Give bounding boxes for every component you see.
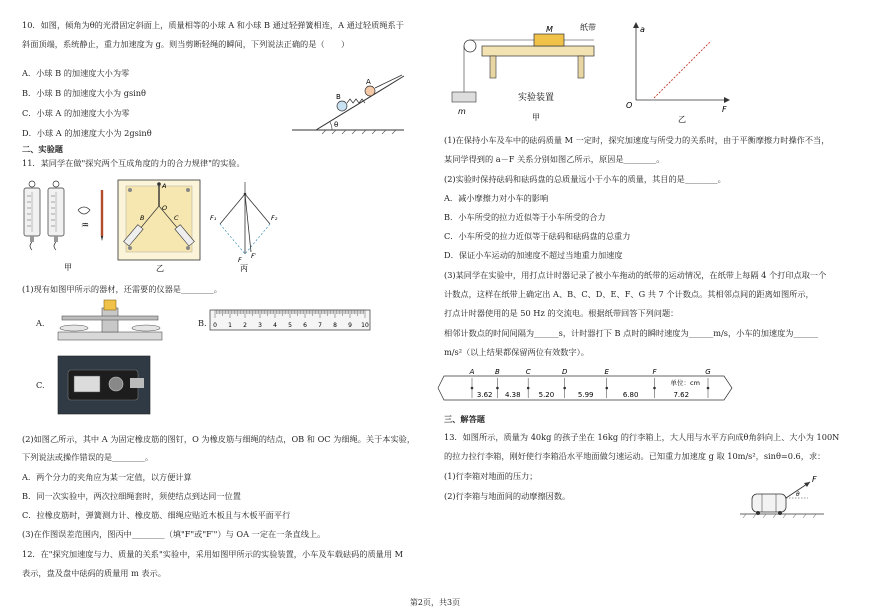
label-a: A [366,78,371,86]
tape-spacing: 4.38 [504,391,521,399]
paper-tape [438,366,734,406]
ruler-tick-label: 6 [303,322,307,329]
label-tape: 纸带 [580,23,596,32]
vector-f2 [245,194,270,224]
ruler-image [210,310,372,332]
spring-scale-1 [24,181,40,250]
q10-option-a: A．小球 B 的加速度大小为零 [22,68,130,78]
ruler-tick-label: 9 [348,322,352,329]
ruler-tick-label: 5 [288,322,292,329]
tape-point-label: B [495,368,500,376]
suitcase-figure [740,470,830,520]
q13-part2: (2)行李箱与地面间的动摩擦因数。 [444,491,571,501]
label-a-axis: a [640,25,645,34]
section-answer: 三、解答题 [444,414,485,424]
label-f-axis: F [722,105,727,114]
q12-part1-line2: 某同学得到的 a－F 关系分别如图乙所示，原因是________。 [444,154,665,164]
label-b: B [140,214,145,222]
label-f: F [812,475,817,484]
suitcase [752,494,786,512]
tape-spacing: 7.62 [673,391,690,399]
q12-part3-line3: 打点计时器使用的是 50 Hz 的交流电。根据纸带回答下列问题： [444,308,679,318]
figure-yi-board [116,180,206,275]
right-column [444,0,864,614]
q11-part2-line2: 下列说法或操作错误的是________。 [22,452,154,462]
incline-figure [292,68,422,138]
ball-a [365,86,375,96]
figure-apparatus [446,16,606,126]
q11-part2-option-a: A．两个分力的夹角应为某一定值，以方便计算 [22,472,192,482]
ruler-tick-label: 0 [213,322,217,329]
figure-a-f-graph [624,20,744,128]
q10-option-b: B．小球 B 的加速度大小为 gsinθ [22,88,146,98]
left-column [22,0,432,614]
ruler-tick-label: 2 [243,322,247,329]
label-c: C [174,214,179,222]
q12-part1-line1: (1)在保持小车及车中的砝码质量 M 一定时，探究加速度与所受力的关系时，由于平衡摩擦力时操作不当， [444,135,830,145]
ruler-tick-label: 10 [361,322,369,329]
q12-stem-line2: 表示，盘及盘中砝码的质量用 m 表示。 [22,568,166,578]
section-experiment: 二、实验题 [22,144,63,154]
q12-part3-line4: 相邻计数点的时间间隔为______s，计时器打下 B 点时的瞬时速度为______m/s，小车的加速度为______ [444,328,819,338]
q13-stem-line1: 13．如图所示，质量为 40kg 的孩子坐在 16kg 的行李箱上，大人用与水平方向成θ角斜向上、大小为 100N [444,432,840,442]
vector-f1 [220,194,245,224]
tape-point-label: A [469,368,475,376]
label-theta: θ [334,121,339,129]
label-origin: O [626,101,633,110]
ruler-tick-label: 3 [258,322,262,329]
label-f2: F₂ [271,214,278,222]
pin-a [157,182,161,186]
tape-point-label: G [705,368,711,376]
tape-spacing: 6.80 [622,391,639,399]
ruler-tick-label: 7 [318,322,322,329]
spring [347,99,365,103]
label-bing: 丙 [240,264,248,273]
q10-stem-line2: 斜面顶端，系统静止，重力加速度为 g。则当剪断轻绳的瞬间，下列说法正确的是（ ） [22,39,350,49]
q13-stem-line2: 的拉力拉行李箱，刚好使行李箱沿水平地面做匀速运动。已知重力加速度 g 取 10m/s²，sinθ=0.6，求： [444,451,826,461]
q12-part3-line5: m/s²（以上结果都保留两位有效数字）。 [444,347,589,357]
tape-point-label: D [561,368,568,376]
balance-image [54,298,166,342]
weight-pan [452,92,476,102]
label-m-pan: m [458,107,466,116]
option-b-label: B. [198,318,207,328]
label-f: F [238,256,242,264]
q10-option-d: D．小球 A 的加速度大小为 2gsinθ [22,128,152,138]
label-f1: F₁ [210,214,217,222]
q11-part3: (3)在作图误差范围内，图丙中________（填"F"或"F′"）与 OA 一定在一条直线上。 [22,529,326,539]
q12-part3-line1: (3)某同学在实验中，用打点计时器记录了被小车拖动的纸带的运动情况，在纸带上每隔 4 个打印点取一个 [444,270,827,280]
label-m-cart: M [546,25,553,34]
q10-stem-line1: 10．如图，倾角为θ的光滑固定斜面上，质量相等的小球 A 和小球 B 通过轻弹簧相连，A 通过轻质绳系于 [22,20,404,30]
q13-part1: (1)行李箱对地面的压力； [444,471,538,481]
tape-unit: 单位：cm [670,379,700,387]
q12-part2-option-b: B．小车所受的拉力近似等于小车所受的合力 [444,212,606,222]
svg-text:♒: ♒ [81,221,90,231]
q12-stem-line1: 12．在"探究加速度与力、质量的关系"实验中，采用如图甲所示的实验装置，小车及车载砝码的质量用 M [22,549,403,559]
rubber-band-and-strings [78,207,90,231]
figure-bing-parallelogram [210,180,280,275]
label-jia: 甲 [532,113,540,122]
ruler-tick-label: 8 [333,322,337,329]
track-board [482,46,594,56]
pulley [464,40,476,52]
label-setup: 实验装置 [518,93,555,103]
label-b: B [336,93,341,101]
q11-part2-option-b: B．同一次实验中，两次拉细绳套时，须使结点到达同一位置 [22,491,241,501]
figure-jia-spring-scales [22,180,112,275]
ball-b [337,101,347,111]
spring-scale-2 [48,181,64,250]
pencil [101,190,103,241]
tape-point-label: C [525,368,531,376]
q10-option-c: C．小球 A 的加速度大小为零 [22,108,130,118]
label-o: O [162,204,168,212]
page-footer: 第2页，共3页 [409,598,461,607]
tape-spacing: 3.62 [476,391,493,399]
label-yi: 乙 [678,115,686,124]
q12-part2-option-d: D．保证小车运动的加速度不超过当地重力加速度 [444,250,623,260]
ruler-tick-label: 1 [228,322,232,329]
q12-part2: (2)实验时保持砝码和砝码盘的总质量远小于小车的质量，其目的是________。 [444,174,726,184]
option-a-label: A. [36,318,45,328]
option-c-label: C. [36,380,45,390]
q12-part2-option-a: A．减小摩擦力对小车的影响 [444,193,549,203]
a-f-line [654,42,710,98]
tape-spacing: 5.99 [577,391,594,399]
q11-part2-line1: (2)如图乙所示，其中 A 为固定橡皮筋的图钉，O 为橡皮筋与细绳的结点，OB 和 OC 为细绳。关于本实验， [22,434,416,444]
cart [534,34,564,46]
tape-spacing: 5.20 [538,391,555,399]
ruler-tick-label: 4 [273,322,277,329]
label-theta: θ [796,491,800,498]
q12-part2-option-c: C．小车所受的拉力近似等于砝码和砝码盘的总重力 [444,231,631,241]
label-fprime: F′ [251,252,257,260]
q11-part2-option-c: C．拉橡皮筋时，弹簧测力计、橡皮筋、细绳应贴近木板且与木板平面平行 [22,510,291,520]
q11-part1: (1)现有如图甲所示的器材，还需要的仪器是________。 [22,284,222,294]
tape-point-label: F [652,368,657,376]
vector-f-prime [245,194,251,252]
q11-stem: 11．某同学在做"探究两个互成角度的力的合力规律"的实验。 [22,158,245,168]
tape-point-label: E [604,368,609,376]
q12-part3-line2: 计数点，这样在纸带上确定出 A、B、C、D、E、F、G 共 7 个计数点。其相邻点间的距离如图所示， [444,289,814,299]
label-jia: 甲 [64,263,72,272]
timer-image [58,356,150,414]
label-a: A [162,182,167,190]
label-yi: 乙 [156,264,164,273]
